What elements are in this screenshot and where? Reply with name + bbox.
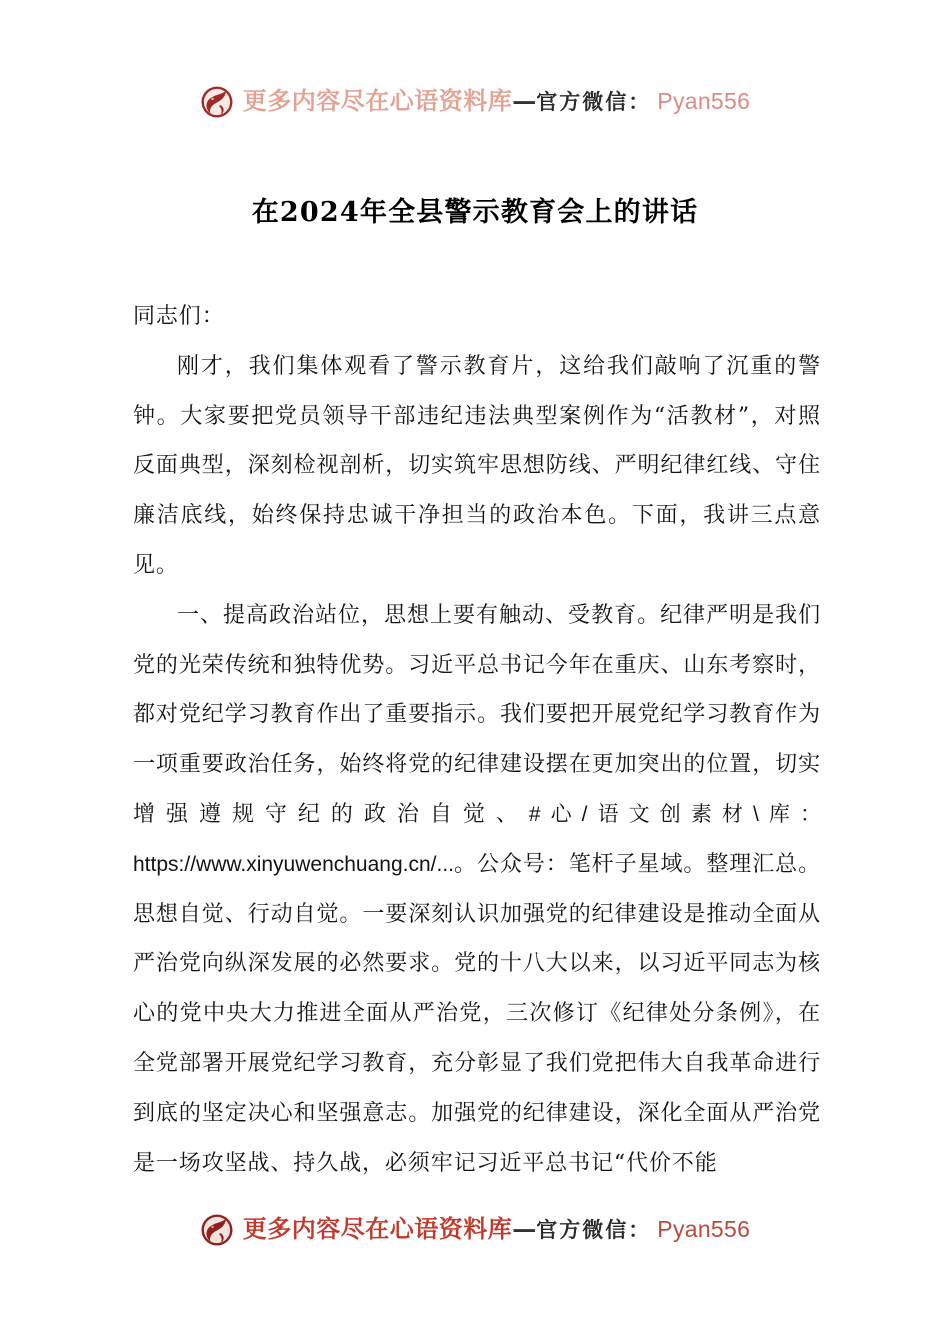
watermark-wechat-label: 官方微信： <box>536 88 652 114</box>
paragraph-salutation: 同志们： <box>133 304 225 329</box>
section-one-lead-text: 一、提高政治站位，思想上要有触动、受教育。纪律严明是我们党的光荣传统和独特优势。习近平总书记今年在重庆、山东考察时，都对党纪学习教育作出了重要指示。我们要把开展党纪学习教育作为一项重要政治任务，始终将党的纪律建设摆在更加突出的位置，切实增强遵规守纪的政治自觉、 <box>133 602 821 827</box>
watermark-brand-text: 更多内容尽在心语资料库 <box>242 86 513 115</box>
paragraph-section-one <box>133 591 821 1189</box>
page-title: 在2024年全县警示教育会上的讲话 <box>251 197 699 229</box>
watermark-wechat-handle: Pyan556 <box>657 1215 751 1242</box>
inline-source-marker: #心/语文创素材\库： <box>528 802 821 826</box>
header-watermark-banner <box>0 84 950 118</box>
circular-fish-seal-icon <box>200 1213 234 1247</box>
watermark-wechat-handle: Pyan556 <box>657 87 751 114</box>
inline-source-url[interactable]: https://www.xinyuwenchuang.cn/... <box>133 852 454 876</box>
section-one-tail-text: 。公众号：笔杆子星域。整理汇总。思想自觉、行动自觉。一要深刻认识加强党的纪律建设是推动全面从严治党向纵深发展的必然要求。党的十八大以来，以习近平同志为核心的党中央大力推进全面从严治党，三次修订《纪律处分条例》，在全党部署开展党纪学习教育，充分彰显了我们党把伟大自我革命进行到底的坚定决心和坚强意志。加强党的纪律建设，深化全面从严治党是一场攻坚战、持久战，必须牢记习近平总书记“代价不能 <box>133 851 821 1176</box>
watermark-dash: — <box>512 1214 536 1243</box>
watermark-dash: — <box>512 86 536 115</box>
document-body <box>133 292 821 1188</box>
watermark-wechat-label: 官方微信： <box>536 1216 652 1242</box>
circular-fish-seal-icon <box>200 85 234 119</box>
paragraph-opening: 刚才，我们集体观看了警示教育片，这给我们敲响了沉重的警钟。大家要把党员领导干部违纪违法典型案例作为“活教材”，对照反面典型，深刻检视剖析，切实筑牢思想防线、严明纪律红线、守住廉洁底线，始终保持忠诚干净担当的政治本色。下面，我讲三点意见。 <box>133 353 821 578</box>
watermark-brand-text: 更多内容尽在心语资料库 <box>242 1214 513 1243</box>
footer-watermark-banner <box>0 1212 950 1246</box>
